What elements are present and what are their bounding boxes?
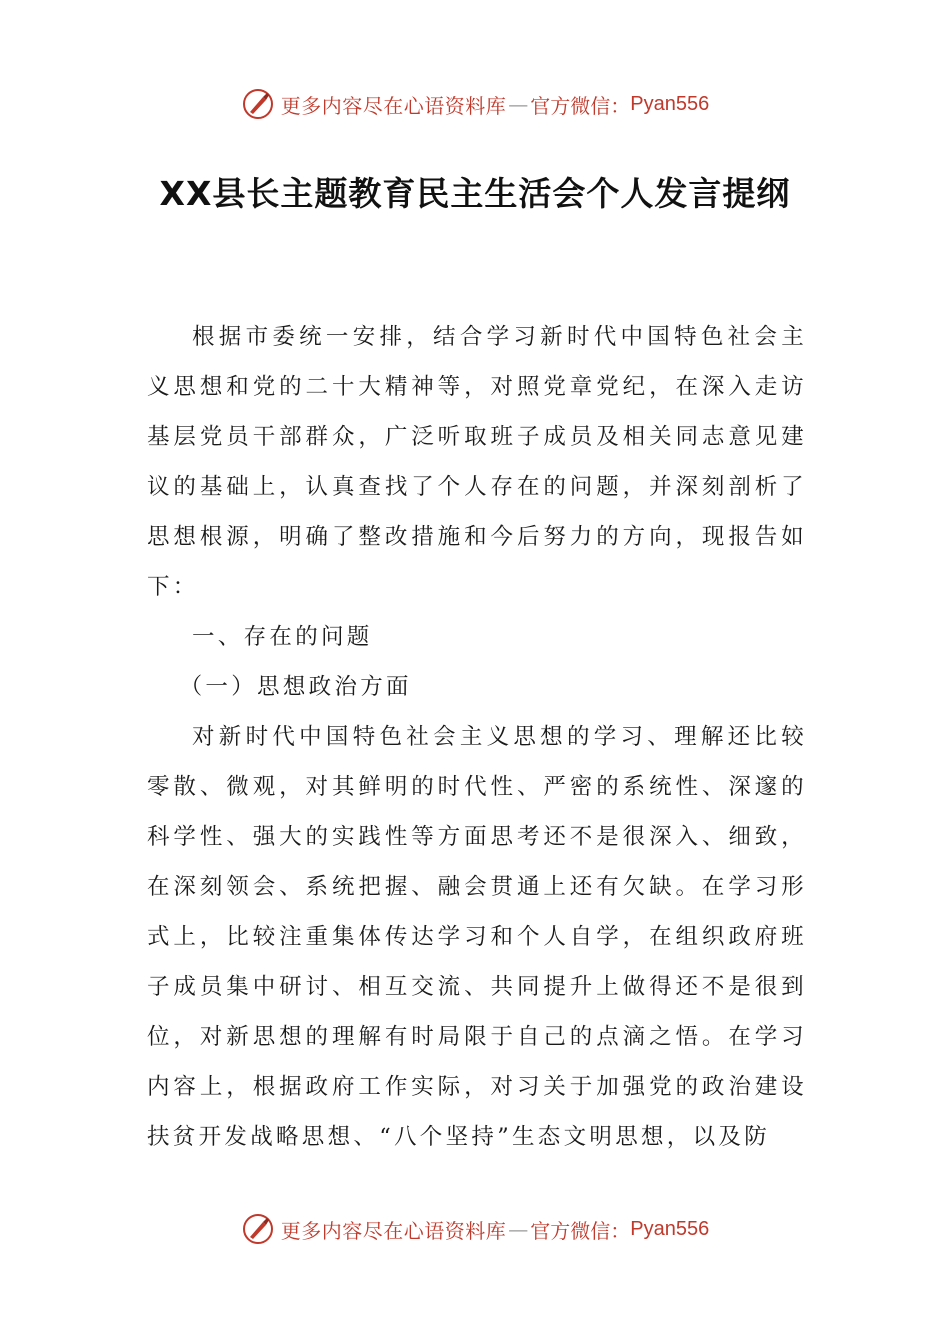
- footer-watermark: [0, 1209, 950, 1249]
- watermark-separator: —: [508, 1217, 529, 1241]
- watermark-separator: —: [508, 92, 529, 116]
- watermark-wechat-id: Pyan556: [630, 1217, 710, 1240]
- watermark-brand: 更多内容尽在心语资料库: [280, 93, 507, 118]
- intro-paragraph: 根据市委统一安排，结合学习新时代中国特色社会主义思想和党的二十大精神等，对照党章党纪，在深入走访基层党员干部群众，广泛听取班子成员及相关同志意见建议的基础上，认真查找了个人存在的问题，并深刻剖析了思想根源，明确了整改措施和今后努力的方向，现报告如下：: [147, 324, 807, 600]
- section-heading: 一、存在的问题: [192, 624, 373, 650]
- watermark-wechat-id: Pyan556: [630, 92, 710, 115]
- document-title: XX县长主题教育民主生活会个人发言提纲: [159, 174, 791, 213]
- body-paragraph: 对新时代中国特色社会主义思想的学习、理解还比较零散、微观，对其鲜明的时代性、严密的系统性、深邃的科学性、强大的实践性等方面思考还不是很深入、细致，在深刻领会、系统把握、融会贯通上还有欠缺。在学习形式上，比较注重集体传达学习和个人自学，在组织政府班子成员集中研讨、相互交流、共同提升上做得还不是很到位，对新思想的理解有时局限于自己的点滴之悟。在学习内容上，根据政府工作实际，对习关于加强党的政治建设扶贫开发战略思想、“八个坚持”生态文明思想，以及防: [147, 724, 807, 1150]
- watermark-brand: 更多内容尽在心语资料库: [280, 1218, 507, 1243]
- subsection-heading: （一）思想政治方面: [179, 674, 412, 700]
- pen-logo-icon: [241, 87, 275, 121]
- watermark-label: 官方微信：: [530, 93, 631, 118]
- document-body: [147, 312, 807, 1162]
- watermark-label: 官方微信：: [530, 1218, 631, 1243]
- pen-logo-icon: [241, 1212, 275, 1246]
- header-watermark: [0, 84, 950, 124]
